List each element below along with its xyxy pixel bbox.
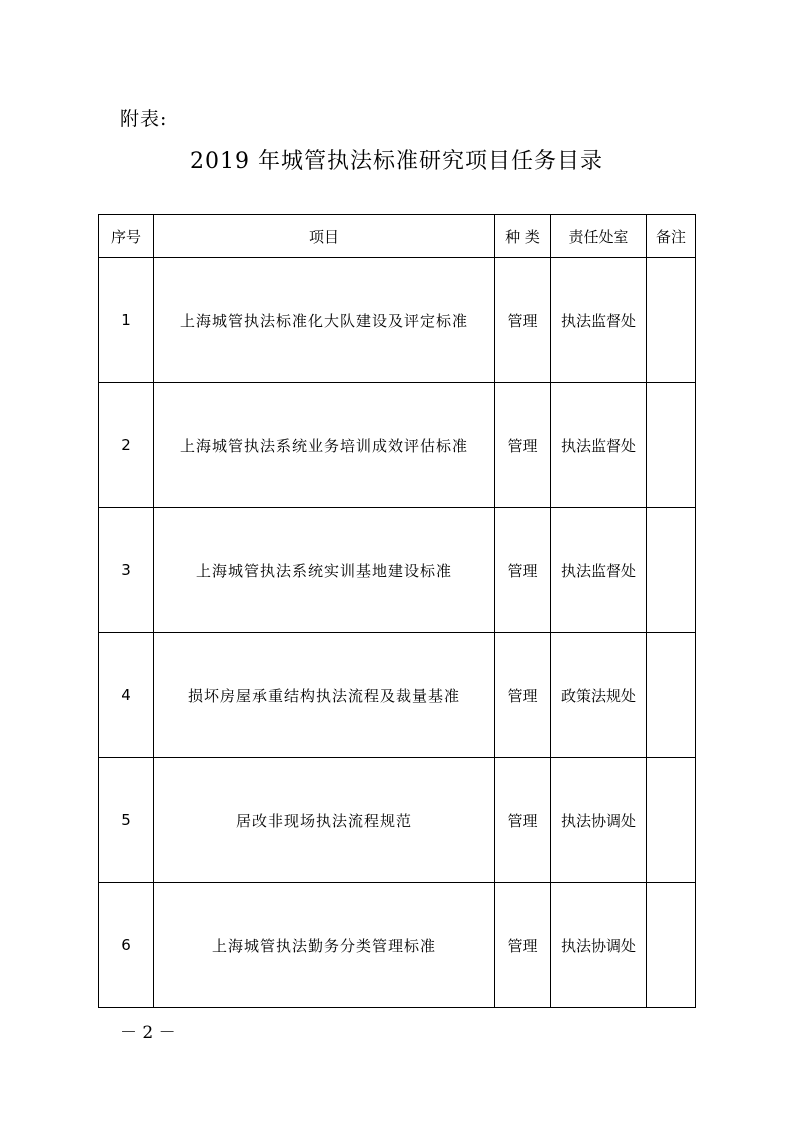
row-category: 管理	[495, 383, 551, 508]
row-office: 执法监督处	[551, 258, 647, 383]
table-row	[99, 258, 696, 383]
row-office: 执法监督处	[551, 383, 647, 508]
row-office: 执法监督处	[551, 508, 647, 633]
header-office: 责任处室	[551, 215, 647, 258]
table-row	[99, 508, 696, 633]
document-title: 2019 年城管执法标准研究项目任务目录	[190, 149, 603, 174]
row-num: 3	[99, 508, 154, 633]
row-remark	[647, 383, 696, 508]
row-category: 管理	[495, 258, 551, 383]
task-catalog-table	[98, 214, 696, 1008]
table-row	[99, 633, 696, 758]
row-remark	[647, 758, 696, 883]
row-num: 1	[99, 258, 154, 383]
row-office: 执法协调处	[551, 758, 647, 883]
row-num: 5	[99, 758, 154, 883]
row-num: 2	[99, 383, 154, 508]
row-project: 上海城管执法标准化大队建设及评定标准	[154, 258, 495, 383]
row-remark	[647, 258, 696, 383]
row-category: 管理	[495, 758, 551, 883]
table-row	[99, 758, 696, 883]
page-number: － 2 －	[120, 1023, 176, 1043]
row-num: 4	[99, 633, 154, 758]
header-remark: 备注	[647, 215, 696, 258]
row-remark	[647, 883, 696, 1008]
row-office: 政策法规处	[551, 633, 647, 758]
row-project: 居改非现场执法流程规范	[154, 758, 495, 883]
row-remark	[647, 508, 696, 633]
table-header-row	[99, 215, 696, 258]
row-category: 管理	[495, 633, 551, 758]
header-category: 种 类	[495, 215, 551, 258]
table-row	[99, 383, 696, 508]
row-office: 执法协调处	[551, 883, 647, 1008]
row-remark	[647, 633, 696, 758]
header-project: 项目	[154, 215, 495, 258]
header-num: 序号	[99, 215, 154, 258]
row-category: 管理	[495, 883, 551, 1008]
row-category: 管理	[495, 508, 551, 633]
annex-label: 附表:	[120, 108, 168, 130]
row-project: 上海城管执法系统实训基地建设标准	[154, 508, 495, 633]
row-project: 损坏房屋承重结构执法流程及裁量基准	[154, 633, 495, 758]
row-num: 6	[99, 883, 154, 1008]
table-row	[99, 883, 696, 1008]
row-project: 上海城管执法系统业务培训成效评估标准	[154, 383, 495, 508]
row-project: 上海城管执法勤务分类管理标准	[154, 883, 495, 1008]
